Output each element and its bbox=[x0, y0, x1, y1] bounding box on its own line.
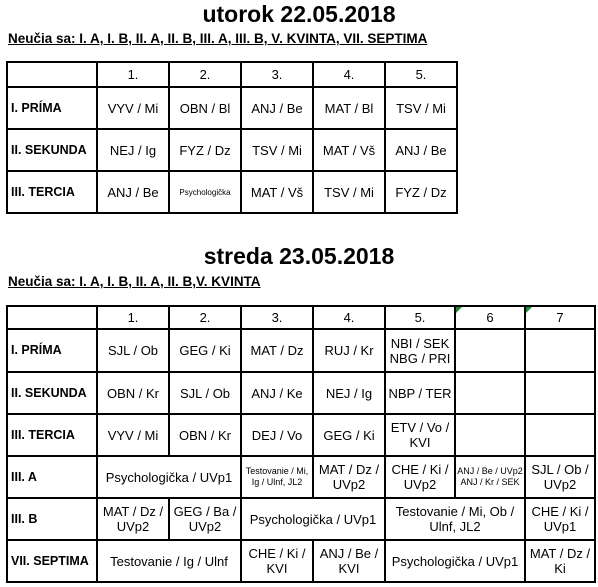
lesson-cell: OBN / Kr bbox=[97, 372, 169, 414]
day1-title: utorok 22.05.2018 bbox=[202, 1, 396, 27]
lesson-cell: MAT / Vš bbox=[241, 171, 313, 213]
table-header-row bbox=[7, 306, 595, 329]
table-row bbox=[7, 372, 595, 414]
row-label: II. SEKUNDA bbox=[7, 372, 97, 414]
lesson-cell: TSV / Mi bbox=[241, 129, 313, 171]
table-row bbox=[7, 498, 595, 540]
lesson-cell: Psychologička bbox=[169, 171, 241, 213]
header-cell: 3. bbox=[241, 62, 313, 87]
lesson-cell: TSV / Mi bbox=[313, 171, 385, 213]
lesson-cell: ANJ / Be / KVI bbox=[313, 540, 385, 582]
day2-subtitle: Neučia sa: I. A, I. B, II. A, II. B,V. KVINTA bbox=[8, 274, 261, 289]
lesson-cell: NEJ / Ig bbox=[97, 129, 169, 171]
day1-schedule-table bbox=[6, 61, 458, 214]
lesson-cell: CHE / Ki / UVp2 bbox=[385, 456, 455, 498]
lesson-cell bbox=[525, 372, 595, 414]
row-label: I. PRÍMA bbox=[7, 329, 97, 372]
header-cell: 6 bbox=[455, 306, 525, 329]
lesson-cell: ETV / Vo / KVI bbox=[385, 414, 455, 456]
lesson-cell bbox=[525, 329, 595, 372]
table-row bbox=[7, 87, 457, 129]
row-label: III. TERCIA bbox=[7, 414, 97, 456]
lesson-cell: MAT / Dz / UVp2 bbox=[97, 498, 169, 540]
lesson-cell bbox=[455, 372, 525, 414]
lesson-cell: MAT / Dz / Ki bbox=[525, 540, 595, 582]
header-cell bbox=[7, 306, 97, 329]
lesson-cell: CHE / Ki / UVp1 bbox=[525, 498, 595, 540]
lesson-cell: OBN / Bl bbox=[169, 87, 241, 129]
header-cell: 4. bbox=[313, 62, 385, 87]
table-row bbox=[7, 414, 595, 456]
table-row bbox=[7, 456, 595, 498]
lesson-cell: Testovanie / Mi, Ig / Ulnf, JL2 bbox=[241, 456, 313, 498]
lesson-cell: NBI / SEK NBG / PRI bbox=[385, 329, 455, 372]
row-label: III. TERCIA bbox=[7, 171, 97, 213]
table-row bbox=[7, 329, 595, 372]
row-label: III. A bbox=[7, 456, 97, 498]
header-cell: 1. bbox=[97, 62, 169, 87]
lesson-cell: Testovanie / Mi, Ob / Ulnf, JL2 bbox=[385, 498, 525, 540]
lesson-cell: ANJ / Be bbox=[241, 87, 313, 129]
day2-schedule-table bbox=[6, 305, 596, 583]
lesson-cell bbox=[455, 329, 525, 372]
row-label: I. PRÍMA bbox=[7, 87, 97, 129]
lesson-cell: NBP / TER bbox=[385, 372, 455, 414]
lesson-cell: SJL / Ob / UVp2 bbox=[525, 456, 595, 498]
table-header-row bbox=[7, 62, 457, 87]
lesson-cell: OBN / Kr bbox=[169, 414, 241, 456]
lesson-cell: ANJ / Be bbox=[385, 129, 457, 171]
lesson-cell: VYV / Mi bbox=[97, 414, 169, 456]
lesson-cell: Testovanie / Ig / Ulnf bbox=[97, 540, 241, 582]
lesson-cell: Psychologička / UVp1 bbox=[385, 540, 525, 582]
header-cell bbox=[7, 62, 97, 87]
day1-subtitle: Neučia sa: I. A, I. B, II. A, II. B, III. A, III. B, V. KVINTA, VII. SEPTIMA bbox=[8, 31, 428, 46]
lesson-cell: ANJ / Ke bbox=[241, 372, 313, 414]
lesson-cell: MAT / Vš bbox=[313, 129, 385, 171]
header-cell: 7 bbox=[525, 306, 595, 329]
row-label: II. SEKUNDA bbox=[7, 129, 97, 171]
header-cell: 4. bbox=[313, 306, 385, 329]
table-row bbox=[7, 540, 595, 582]
lesson-cell: MAT / Dz bbox=[241, 329, 313, 372]
row-label: III. B bbox=[7, 498, 97, 540]
header-cell: 1. bbox=[97, 306, 169, 329]
day2-title: streda 23.05.2018 bbox=[203, 243, 395, 269]
lesson-cell: MAT / Bl bbox=[313, 87, 385, 129]
lesson-cell: TSV / Mi bbox=[385, 87, 457, 129]
lesson-cell: VYV / Mi bbox=[97, 87, 169, 129]
lesson-cell: Psychologička / UVp1 bbox=[241, 498, 385, 540]
lesson-cell: GEG / Ba / UVp2 bbox=[169, 498, 241, 540]
header-cell: 2. bbox=[169, 62, 241, 87]
lesson-cell: RUJ / Kr bbox=[313, 329, 385, 372]
lesson-cell: CHE / Ki / KVI bbox=[241, 540, 313, 582]
lesson-cell: MAT / Dz / UVp2 bbox=[313, 456, 385, 498]
header-cell: 5. bbox=[385, 306, 455, 329]
header-cell: 5. bbox=[385, 62, 457, 87]
lesson-cell: ANJ / Be / UVp2 ANJ / Kr / SEK bbox=[455, 456, 525, 498]
lesson-cell bbox=[525, 414, 595, 456]
lesson-cell bbox=[455, 414, 525, 456]
lesson-cell: GEG / Ki bbox=[313, 414, 385, 456]
table-row bbox=[7, 171, 457, 213]
lesson-cell: Psychologička / UVp1 bbox=[97, 456, 241, 498]
lesson-cell: FYZ / Dz bbox=[385, 171, 457, 213]
table-row bbox=[7, 129, 457, 171]
lesson-cell: GEG / Ki bbox=[169, 329, 241, 372]
header-cell: 2. bbox=[169, 306, 241, 329]
row-label: VII. SEPTIMA bbox=[7, 540, 97, 582]
lesson-cell: ANJ / Be bbox=[97, 171, 169, 213]
lesson-cell: NEJ / Ig bbox=[313, 372, 385, 414]
header-cell: 3. bbox=[241, 306, 313, 329]
lesson-cell: DEJ / Vo bbox=[241, 414, 313, 456]
lesson-cell: SJL / Ob bbox=[97, 329, 169, 372]
lesson-cell: FYZ / Dz bbox=[169, 129, 241, 171]
lesson-cell: SJL / Ob bbox=[169, 372, 241, 414]
